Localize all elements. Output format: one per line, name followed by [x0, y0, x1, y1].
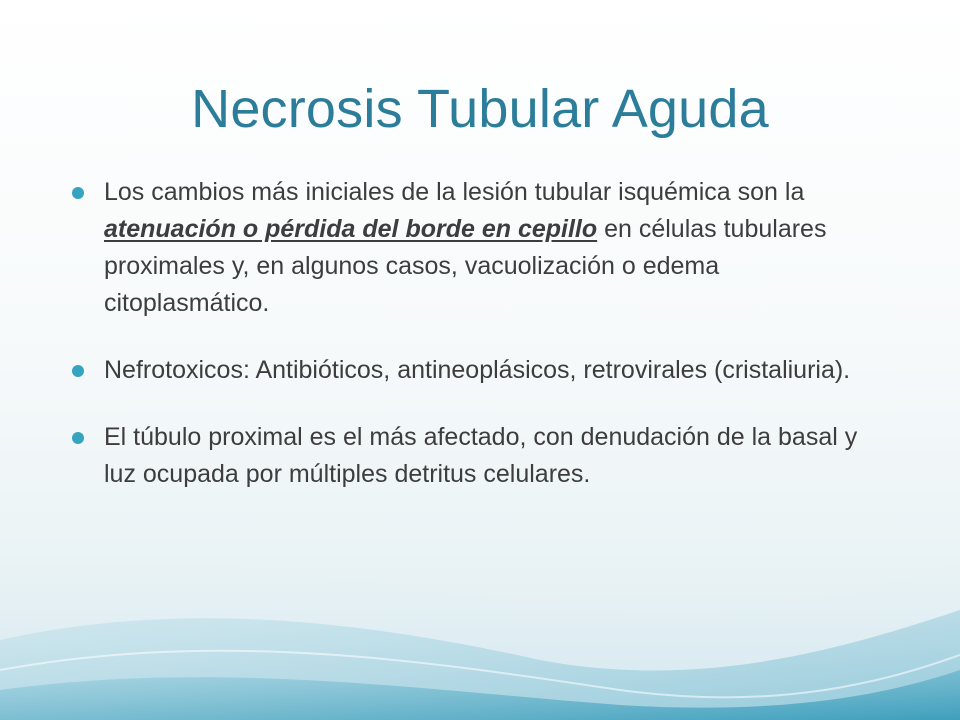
bullet-text-pre: Los cambios más iniciales de la lesión tubular isquémica son la — [104, 178, 805, 206]
bullet-text: El túbulo proximal es el más afectado, con denudación de la basal y luz ocupada por múltiples detritus celulares. — [104, 423, 858, 488]
bullet-item-nephrotoxics — [70, 352, 880, 389]
bullet-dot-icon — [72, 187, 84, 199]
wave-shape-light — [0, 556, 960, 720]
bullet-dot-icon — [72, 365, 84, 377]
bullet-dot-icon — [72, 432, 84, 444]
wave-shape-dark — [0, 670, 960, 720]
bullet-text-post: en células tubulares proximales y, en algunos casos, vacuolización o edema citoplasmático. — [104, 215, 827, 317]
wave-highlight-line — [0, 651, 960, 698]
bullet-text-emphasis: atenuación o pérdida del borde en cepillo — [104, 215, 598, 243]
wave-shape-mid — [0, 610, 960, 720]
bullet-list — [70, 174, 880, 523]
slide-title: Necrosis Tubular Aguda — [191, 79, 769, 139]
bullet-text: Nefrotoxicos: Antibióticos, antineoplásicos, retrovirales (cristaliuria). — [104, 356, 851, 384]
bullet-item-ischemic-lesion — [70, 174, 880, 322]
bullet-item-proximal-tubule — [70, 419, 880, 493]
